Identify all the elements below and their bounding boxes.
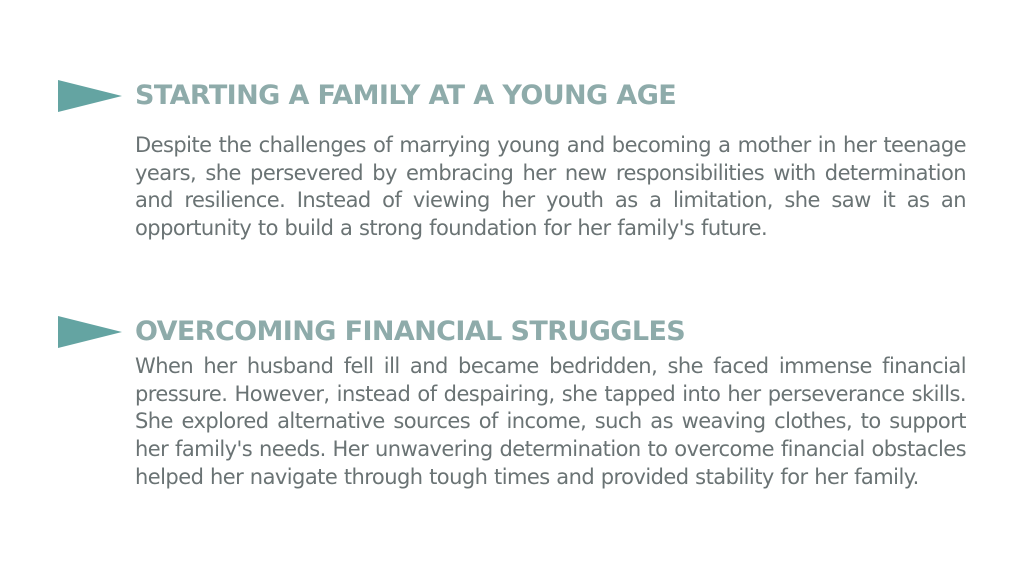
section-heading: STARTING A FAMILY AT A YOUNG AGE [135,80,677,111]
triangle-pointer-icon [58,315,122,349]
section-body-text: When her husband fell ill and became bedridden, she faced immense financial pressure. However, instead of despairing, she tapped into her perseverance skills. She explored alternative sources of income, such as weaving clothes, to support her family's needs. Her unwavering determination to overcome financial obstacles helped her navigate through tough times and provided stability for her family. [135,354,966,489]
section-body-text: Despite the challenges of marrying young and becoming a mother in her teenage years, she persevered by embracing her new responsibilities with determination and resilience. Instead of viewing her youth as a limitation, she saw it as an opportunity to build a strong foundation for her family's future. [135,133,966,241]
triangle-pointer-icon [58,79,122,113]
section-heading: OVERCOMING FINANCIAL STRUGGLES [135,316,686,347]
